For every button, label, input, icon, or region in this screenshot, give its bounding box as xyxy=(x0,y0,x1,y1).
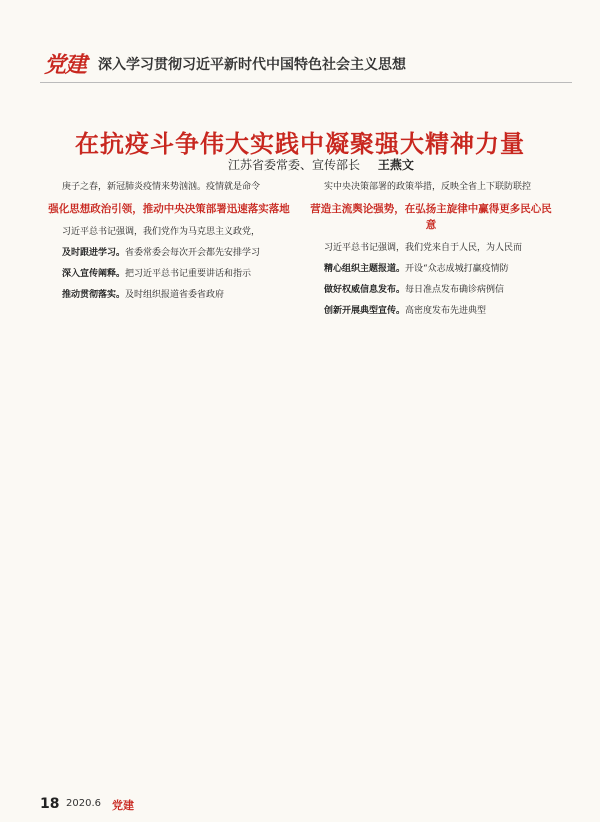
header-divider xyxy=(40,82,572,83)
paragraph xyxy=(306,262,556,277)
magazine-name: 党建 xyxy=(112,799,134,812)
paragraph: 实中央决策部署的政策举措，反映全省上下联防联控 xyxy=(324,182,532,192)
paragraph-text: 每日准点发布确诊病例信 xyxy=(405,285,505,295)
left-column xyxy=(44,180,294,309)
paragraph-lead: 精心组织主题报道。 xyxy=(324,264,406,274)
right-column xyxy=(306,180,556,325)
paragraph-lead: 推动贯彻落实。 xyxy=(62,290,126,300)
paragraph xyxy=(44,288,294,303)
author-role: 江苏省委常委、宣传部长 xyxy=(228,158,361,172)
page-header xyxy=(0,0,600,88)
paragraph-text: 省委常委会每次开会都先安排学习 xyxy=(125,248,261,258)
paragraph xyxy=(306,304,556,319)
paragraph xyxy=(306,283,556,298)
paragraph xyxy=(44,267,294,282)
paragraph: 庚子之春，新冠肺炎疫情来势汹汹。疫情就是命令 xyxy=(62,182,261,192)
column-title: 深入学习贯彻习近平新时代中国特色社会主义思想 xyxy=(98,57,406,73)
article-title: 在抗疫斗争伟大实践中凝聚强大精神力量 xyxy=(75,130,525,159)
magazine-logo: 党建 xyxy=(44,52,87,78)
paragraph-lead: 创新开展典型宣传。 xyxy=(324,306,406,316)
paragraph-lead: 做好权威信息发布。 xyxy=(324,285,406,295)
paragraph-lead: 及时跟进学习。 xyxy=(62,248,126,258)
paragraph-text: 把习近平总书记重要讲话和指示 xyxy=(125,269,252,279)
byline xyxy=(228,156,414,173)
section-heading: 强化思想政治引领，推动中央决策部署迅速落实落地 xyxy=(48,203,290,215)
paragraph: 习近平总书记强调，我们党作为马克思主义政党， xyxy=(62,227,261,237)
page-footer xyxy=(0,790,600,822)
author-name: 王燕文 xyxy=(377,158,414,172)
paragraph-text: 高密度发布先进典型 xyxy=(405,306,487,316)
section-heading: 营造主流舆论强势，在弘扬主旋律中赢得更多民心民意 xyxy=(310,203,552,231)
paragraph-text: 开设“众志成城打赢疫情防 xyxy=(405,264,509,274)
paragraph-lead: 深入宣传阐释。 xyxy=(62,269,126,279)
paragraph xyxy=(44,246,294,261)
paragraph: 习近平总书记强调，我们党来自于人民，为人民而 xyxy=(324,243,523,253)
issue-date: 2020.6 xyxy=(66,798,101,809)
page-number: 18 xyxy=(40,796,60,812)
paragraph-text: 及时组织报道省委省政府 xyxy=(125,290,225,300)
